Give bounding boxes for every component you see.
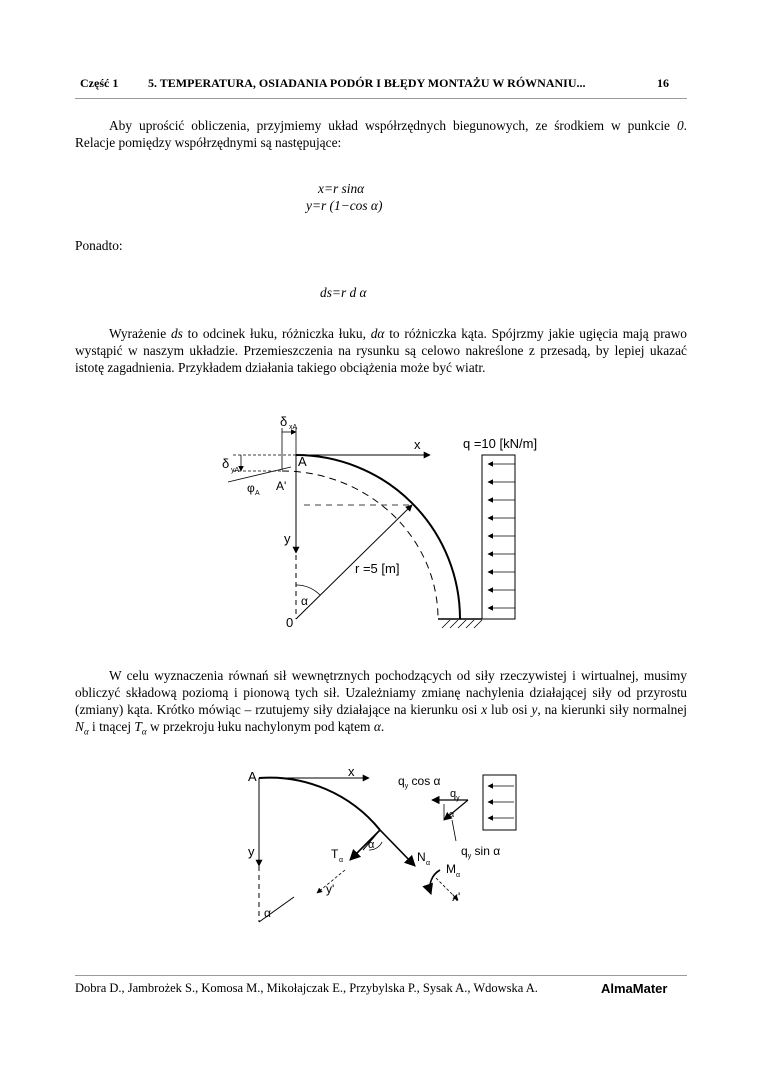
fig2-alpha-bottom: α (264, 906, 271, 920)
origin-label: 0 (286, 615, 294, 630)
shear-force-sub: α (339, 857, 344, 864)
q-cos-q: q (398, 774, 405, 788)
q-sin-q: q (461, 844, 468, 858)
ponadto-label: Ponadto: (75, 238, 123, 253)
delta-y-label: δ (222, 456, 230, 471)
intro-center-point: 0 (676, 118, 684, 133)
q-sub: y (456, 795, 460, 802)
equation-x: x=r sinα (318, 181, 365, 196)
footer-authors: Dobra D., Jambrożek S., Komosa M., Mikołajczak E., Przybylska P., Sysak A., Wdowska A. (75, 981, 538, 995)
moment-label: M (446, 862, 456, 876)
phi-sub: A (255, 490, 260, 497)
shear-force-arrow (350, 830, 380, 860)
para3-t-sub: α (141, 726, 147, 737)
delta-x-label: δ (280, 414, 288, 429)
para2-da: dα (370, 326, 385, 341)
fig2-load-box (483, 775, 516, 830)
x-axis-label: x (414, 437, 421, 452)
para2-ds: ds (170, 326, 183, 341)
q-label (450, 788, 460, 802)
para3-alpha: α (373, 719, 381, 734)
para3-text-3: , na kierunki siły normalnej (537, 702, 688, 717)
equation-ds: ds=r d α (320, 285, 367, 300)
normal-force-sub: α (426, 860, 431, 867)
intro-text-before: Aby uprościć obliczenia, przyjmiemy układ współrzędnych biegunowych, ze środkiem w punkcie (109, 118, 677, 133)
header-part: Część 1 (80, 76, 119, 90)
para3-text-4: i tnącej (88, 719, 135, 734)
header-title: 5. TEMPERATURA, OSIADANIA PODÓR I BŁĘDY MONTAŻU W RÓWNANIU... (148, 76, 586, 90)
load-label: q =10 [kN/m] (463, 436, 538, 451)
load-decomposition-triangle (432, 800, 468, 841)
intro-text-after: . Relacje pomiędzy współrzędnymi są następujące: (75, 118, 687, 150)
alpha-small-label: α (449, 809, 455, 819)
q-cos-sub: y (404, 783, 409, 790)
para3-n: N (75, 719, 84, 734)
moment-sub: α (456, 872, 461, 879)
para3-text-2: lub osi (487, 702, 532, 717)
q-cos-label (398, 774, 441, 790)
para3-y: y (531, 702, 538, 717)
para3-n-sub: α (83, 726, 89, 737)
para2-text-2: to odcinek łuku, różniczka łuku, (182, 326, 371, 341)
para2-text-1: Wyrażenie (109, 326, 171, 341)
shear-force-label: T (331, 847, 339, 861)
para3-text-1: W celu wyznaczenia równań sił wewnętrznych pochodzących od siły rzeczywistej i wirtualnej, musimy obliczyć składową poziomą i pionową tych sił. Uzależniamy zmianę nachylenia działającej siły od przyrostu (zmiany) kąta. Krótko mówiąc – rzutujemy siły działające na kierunku osi (75, 668, 687, 717)
para3-t: T (134, 719, 142, 734)
moment-arrow (430, 870, 440, 894)
page-number: 16 (657, 76, 669, 90)
x-prime-label: x' (452, 890, 461, 904)
q-cos-text: cos α (408, 774, 441, 788)
q-letter: q (450, 788, 457, 800)
y-axis-label: y (284, 531, 291, 546)
fig2-y-axis-label: y (248, 844, 255, 859)
delta-y-sub: yA (231, 467, 240, 474)
footer-rule (75, 975, 687, 976)
q-sin-sub: y (467, 853, 472, 860)
para3-text-6: . (380, 719, 385, 734)
q-sin-label (461, 844, 500, 860)
fig2-alpha-top: α (368, 839, 375, 851)
phi-label: φ (247, 481, 255, 495)
delta-x-sub: xA (289, 424, 298, 431)
footer-brand: AlmaMater (601, 981, 668, 996)
fig2-arch-curve (259, 778, 380, 830)
y-prime-label: y' (326, 882, 335, 896)
normal-force-label: N (417, 850, 426, 864)
fig2-x-axis-label: x (348, 764, 355, 779)
q-sin-text: sin α (471, 844, 501, 858)
equation-y: y=r (1−cos α) (306, 198, 383, 213)
para3-x: x (481, 702, 488, 717)
point-a-label: A (298, 454, 307, 469)
para2-text-3: to różniczka kąta. Spójrzmy jakie ugięcia mają prawo wystąpić w naszym układzie. Przemieszczenia na rysunku są celowo nakreślone z przesadą, by lepiej ukazać istotę zagadnienia. Przykładem działania takiego obciążenia może być wiatr. (75, 326, 687, 375)
radius-label: r =5 [m] (355, 561, 400, 576)
point-a-prime-label: A' (276, 479, 287, 493)
fig2-point-a-label: A (248, 769, 257, 784)
normal-force-arrow (380, 830, 415, 866)
para3-text-5: w przekroju łuku nachylonym pod kątem (146, 719, 374, 734)
alpha-label: α (301, 594, 308, 608)
